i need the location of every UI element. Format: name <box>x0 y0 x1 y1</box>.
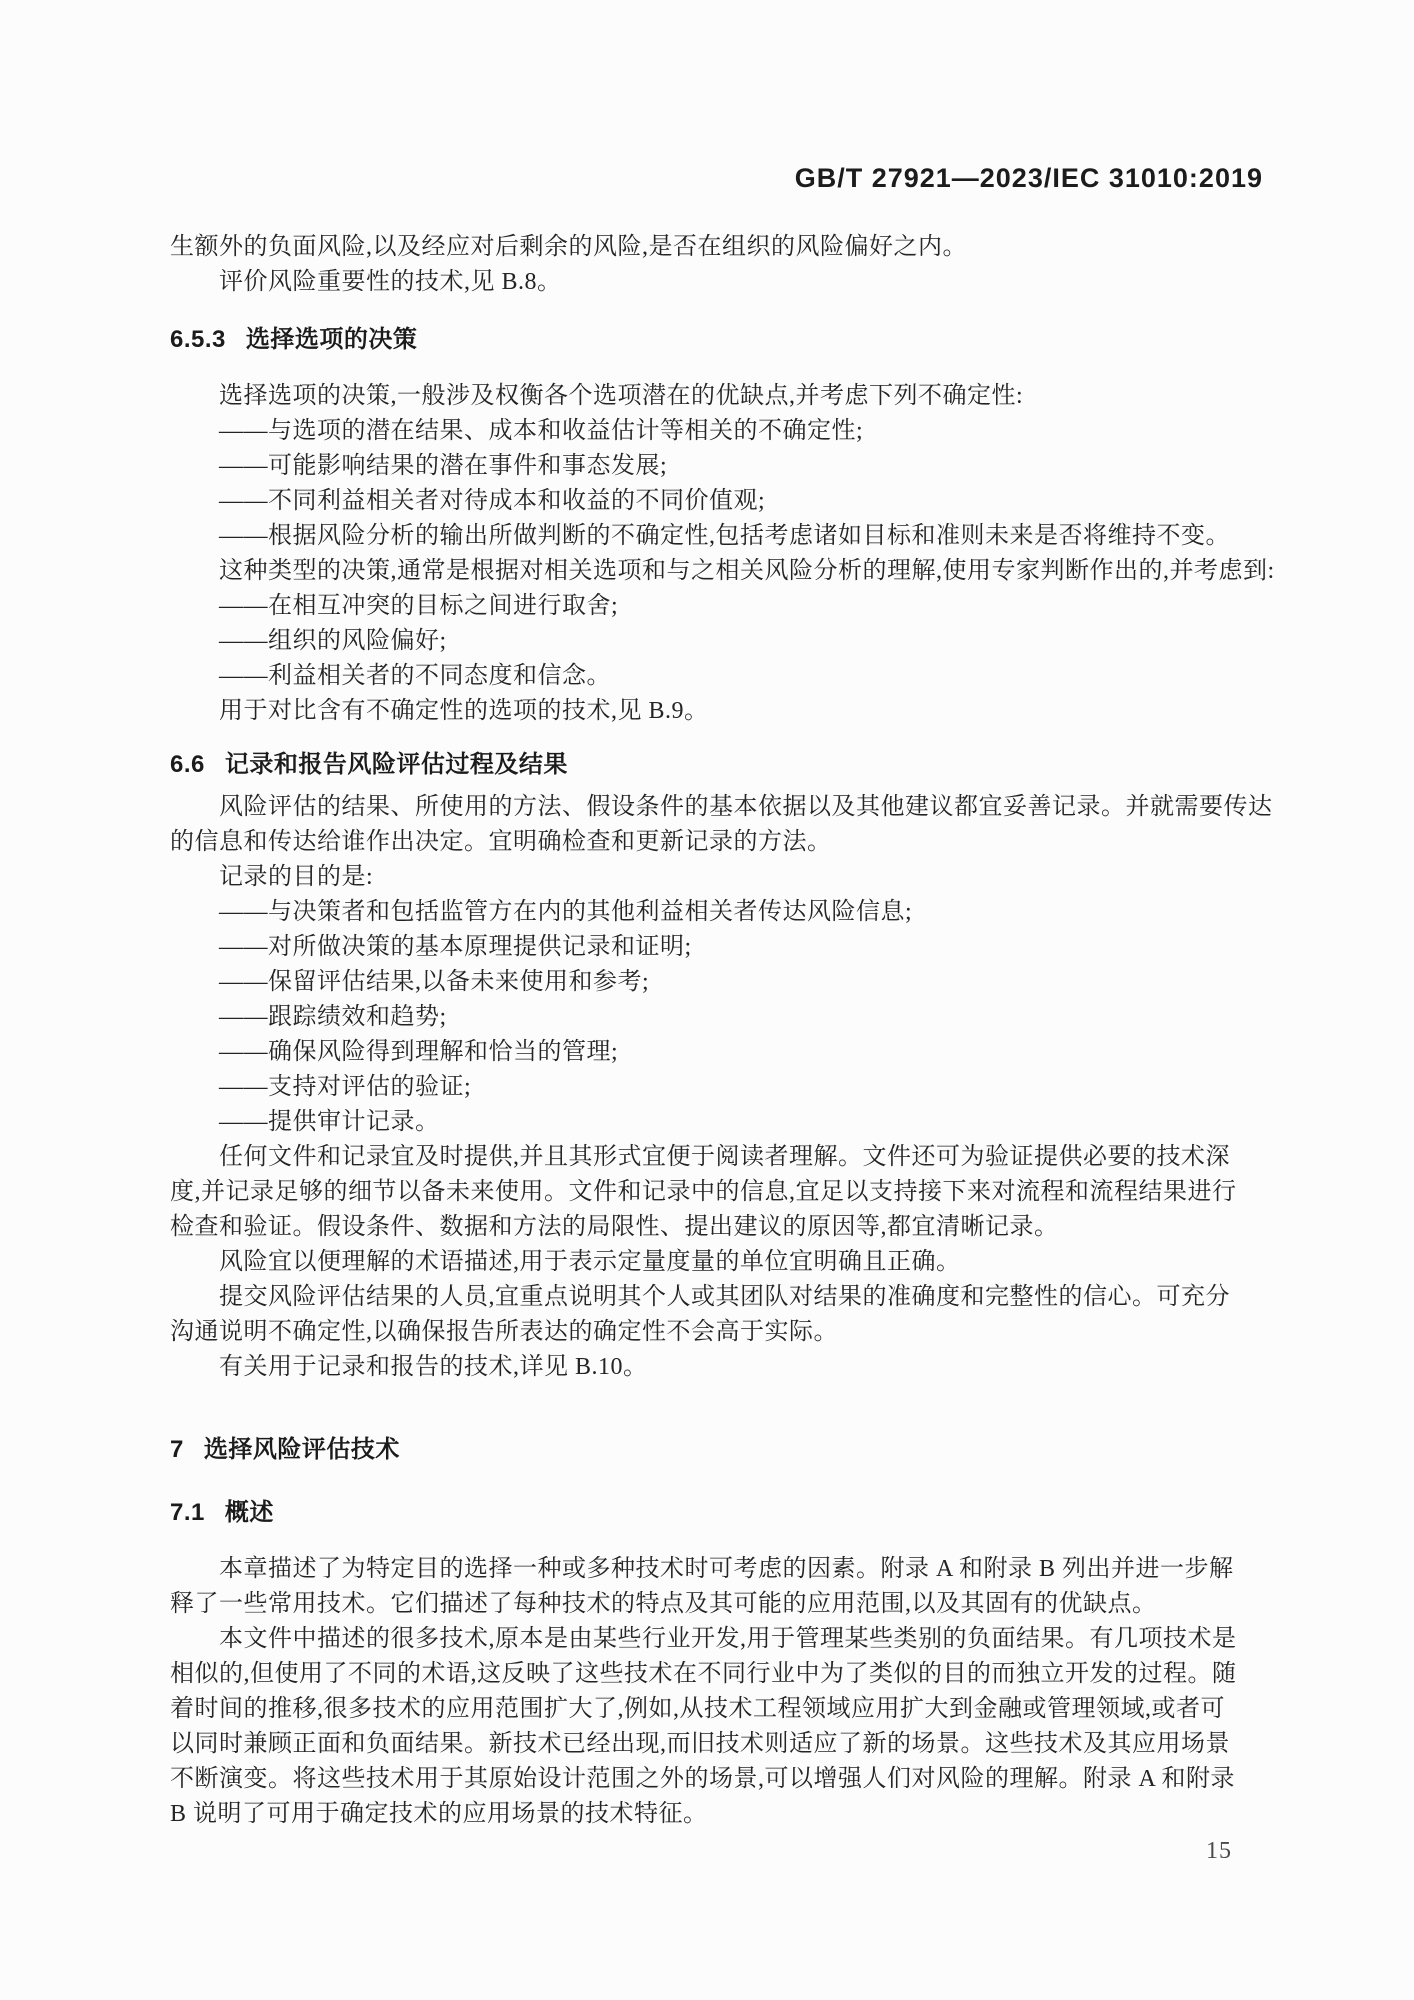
document-body <box>170 230 1304 1832</box>
section-title: 选择风险评估技术 <box>203 1436 400 1463</box>
paragraph-line: ——对所做决策的基本原理提供记录和证明; <box>219 934 692 960</box>
paragraph-line: 提交风险评估结果的人员,宜重点说明其个人或其团队对结果的准确度和完整性的信心。可充分 <box>219 1284 1230 1310</box>
paragraph-line: 这种类型的决策,通常是根据对相关选项和与之相关风险分析的理解,使用专家判断作出的,并考虑到: <box>219 558 1275 584</box>
paragraph-line: ——与选项的潜在结果、成本和收益估计等相关的不确定性; <box>219 418 864 444</box>
paragraph-line: 沟通说明不确定性,以确保报告所表达的确定性不会高于实际。 <box>170 1319 838 1345</box>
paragraph-line: 检查和验证。假设条件、数据和方法的局限性、提出建议的原因等,都宜清晰记录。 <box>170 1214 1059 1240</box>
section-heading-7-1 <box>170 1495 1304 1530</box>
section-title: 选择选项的决策 <box>245 326 418 353</box>
paragraph-line: 本文件中描述的很多技术,原本是由某些行业开发,用于管理某些类别的负面结果。有几项技术是 <box>219 1626 1237 1652</box>
standard-number-header: GB/T 27921—2023/IEC 31010:2019 <box>794 163 1263 193</box>
paragraph-line: 本章描述了为特定目的选择一种或多种技术时可考虑的因素。附录 A 和附录 B 列出并进一步解 <box>219 1556 1234 1582</box>
paragraph-line: B 说明了可用于确定技术的应用场景的技术特征。 <box>170 1801 708 1827</box>
page-number: 15 <box>1206 1838 1232 1864</box>
paragraph-line: ——不同利益相关者对待成本和收益的不同价值观; <box>219 488 766 514</box>
paragraph-line: 的信息和传达给谁作出决定。宜明确检查和更新记录的方法。 <box>170 829 832 855</box>
paragraph-line: ——跟踪绩效和趋势; <box>219 1004 447 1030</box>
paragraph-line: 有关用于记录和报告的技术,详见 B.10。 <box>219 1354 648 1380</box>
paragraph-line: 风险宜以便理解的术语描述,用于表示定量度量的单位宜明确且正确。 <box>219 1249 961 1275</box>
paragraph-line: 任何文件和记录宜及时提供,并且其形式宜便于阅读者理解。文件还可为验证提供必要的技术深 <box>219 1144 1230 1170</box>
paragraph-line: ——与决策者和包括监管方在内的其他利益相关者传达风险信息; <box>219 899 913 925</box>
paragraph-line: ——组织的风险偏好; <box>219 628 447 654</box>
paragraph-line: ——可能影响结果的潜在事件和事态发展; <box>219 453 668 479</box>
paragraph-line: ——利益相关者的不同态度和信念。 <box>219 663 611 689</box>
section-number: 6.5.3 <box>170 326 226 353</box>
paragraph-line: 释了一些常用技术。它们描述了每种技术的特点及其可能的应用范围,以及其固有的优缺点。 <box>170 1591 1157 1617</box>
paragraph-line: ——在相互冲突的目标之间进行取舍; <box>219 593 619 619</box>
section-heading-7 <box>170 1432 1304 1467</box>
section-heading-6-5-3 <box>170 322 1304 357</box>
paragraph-line: 风险评估的结果、所使用的方法、假设条件的基本依据以及其他建议都宜妥善记录。并就需要传达 <box>219 794 1273 820</box>
section-number: 6.6 <box>170 751 205 778</box>
paragraph-line: ——根据风险分析的输出所做判断的不确定性,包括考虑诸如目标和准则未来是否将维持不变。 <box>219 523 1230 549</box>
paragraph-line: ——保留评估结果,以备未来使用和参考; <box>219 969 650 995</box>
paragraph-line: ——确保风险得到理解和恰当的管理; <box>219 1039 619 1065</box>
section-title: 概述 <box>224 1499 274 1526</box>
paragraph-line: 不断演变。将这些技术用于其原始设计范围之外的场景,可以增强人们对风险的理解。附录 A 和附录 <box>170 1766 1236 1792</box>
section-heading-6-6 <box>170 747 1304 782</box>
paragraph-line: 度,并记录足够的细节以备未来使用。文件和记录中的信息,宜足以支持接下来对流程和流程结果进行 <box>170 1179 1237 1205</box>
paragraph-line: 以同时兼顾正面和负面结果。新技术已经出现,而旧技术则适应了新的场景。这些技术及其应用场景 <box>170 1731 1230 1757</box>
paragraph-line: 相似的,但使用了不同的术语,这反映了这些技术在不同行业中为了类似的目的而独立开发的过程。随 <box>170 1661 1237 1687</box>
paragraph-line: ——支持对评估的验证; <box>219 1074 472 1100</box>
paragraph-line: 记录的目的是: <box>219 864 374 890</box>
paragraph-line: 用于对比含有不确定性的选项的技术,见 B.9。 <box>219 698 709 724</box>
paragraph-line: ——提供审计记录。 <box>219 1109 440 1135</box>
section-number: 7 <box>170 1436 184 1463</box>
section-number: 7.1 <box>170 1499 205 1526</box>
paragraph-line: 选择选项的决策,一般涉及权衡各个选项潜在的优缺点,并考虑下列不确定性: <box>219 383 1024 409</box>
section-title: 记录和报告风险评估过程及结果 <box>224 751 568 778</box>
paragraph-line: 评价风险重要性的技术,见 B.8。 <box>219 269 562 295</box>
paragraph-line: 生额外的负面风险,以及经应对后剩余的风险,是否在组织的风险偏好之内。 <box>170 234 967 260</box>
paragraph-line: 着时间的推移,很多技术的应用范围扩大了,例如,从技术工程领域应用扩大到金融或管理领域,或者可 <box>170 1696 1225 1722</box>
